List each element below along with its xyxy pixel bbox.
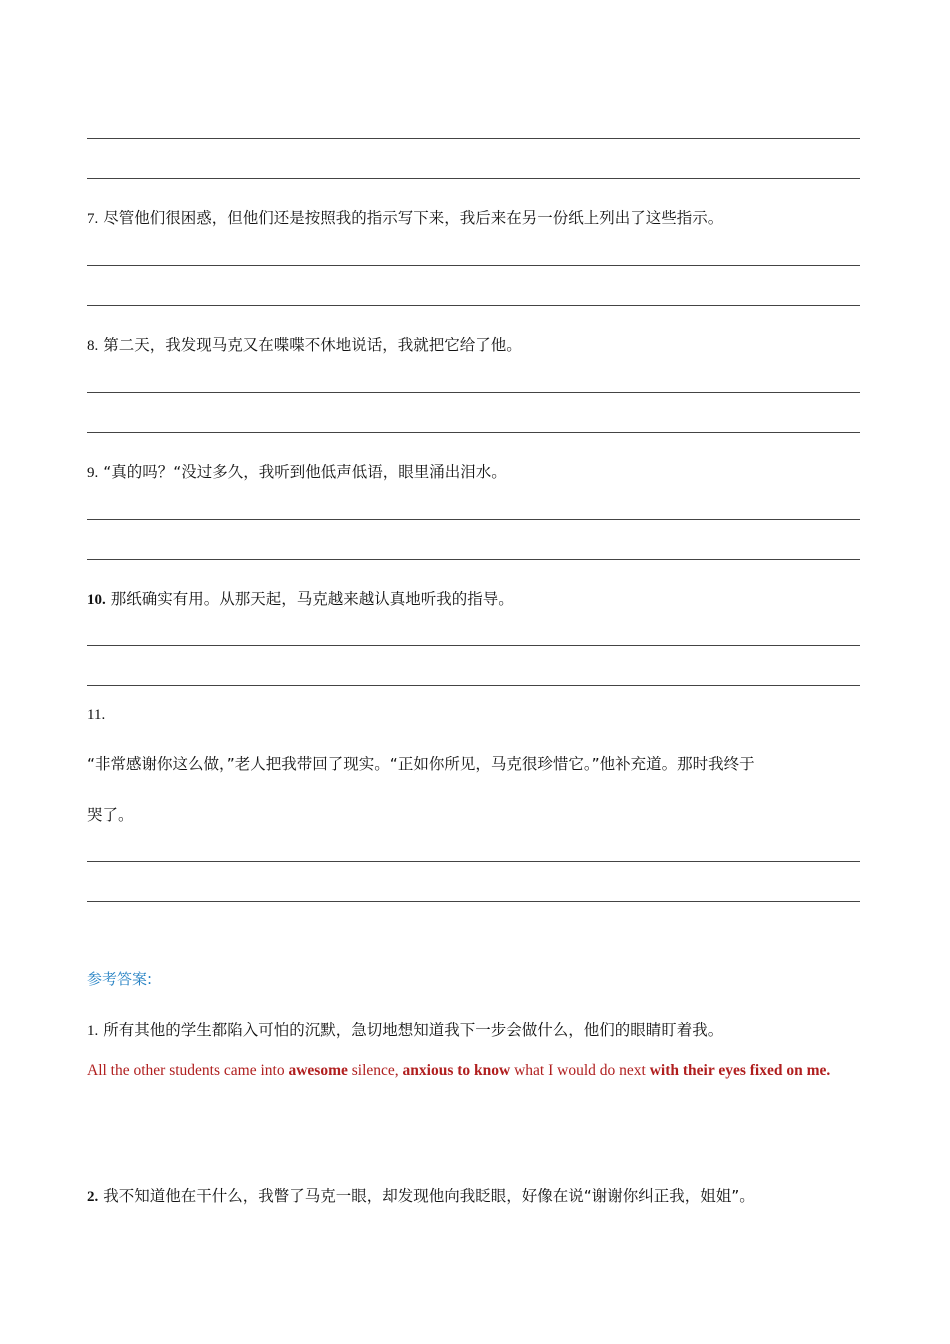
answer-2-question [87,1184,755,1206]
question-8 [87,333,522,355]
answer-line [87,305,860,306]
answer-line [87,519,860,520]
answer-line [87,645,860,646]
answers-header: 参考答案: [87,970,153,988]
answer-keyword: anxious to know [402,1062,511,1079]
question-text: “非常感谢你这么做，”老人把我带回了现实。“正如你所见，马克很珍惜它。”他补充道。那时我终于 [87,755,755,773]
answer-line [87,861,860,862]
question-10 [87,587,514,609]
question-text: 我不知道他在干什么，我瞥了马克一眼，却发现他向我眨眼，好像在说“谢谢你纠正我，姐姐”。 [103,1187,755,1205]
question-text: “真的吗？“没过多久，我听到他低声低语，眼里涌出泪水。 [103,463,507,481]
question-7 [87,206,723,228]
question-number: 1. [87,1023,99,1039]
answer-line [87,392,860,393]
answer-text: All the other students came into [87,1062,289,1079]
answer-line [87,901,860,902]
question-number: 7. [87,211,99,227]
answer-line [87,178,860,179]
question-text: 确实有用。从那天起，马克越来越认真地听我的指导。 [141,590,514,608]
question-lead: 那纸 [110,591,142,608]
answer-line [87,265,860,266]
question-text: 尽管他们很困惑，但他们还是按照我的指示写下来，我后来在另一份纸上列出了这些指示。 [103,209,724,227]
question-number: 10. [87,592,106,608]
question-number: 11. [87,707,106,723]
question-number: 9. [87,465,99,481]
answer-line [87,138,860,139]
question-text: 第二天，我发现马克又在喋喋不休地说话，我就把它给了他。 [103,336,522,354]
question-9 [87,460,507,482]
question-text: 哭了。 [87,806,134,824]
answer-keyword: with their eyes fixed on me. [649,1062,831,1079]
answer-line [87,432,860,433]
answer-1-english [87,1052,869,1090]
answer-text: what I would do next [510,1062,650,1079]
question-number: 2. [87,1189,99,1205]
answer-keyword: awesome [288,1062,348,1079]
question-text: 所有其他的学生都陷入可怕的沉默，急切地想知道我下一步会做什么，他们的眼睛盯着我。 [103,1021,724,1039]
question-number: 8. [87,338,99,354]
answer-line [87,559,860,560]
answer-1-question [87,1018,723,1040]
answer-text: silence, [347,1062,403,1079]
answer-line [87,685,860,686]
